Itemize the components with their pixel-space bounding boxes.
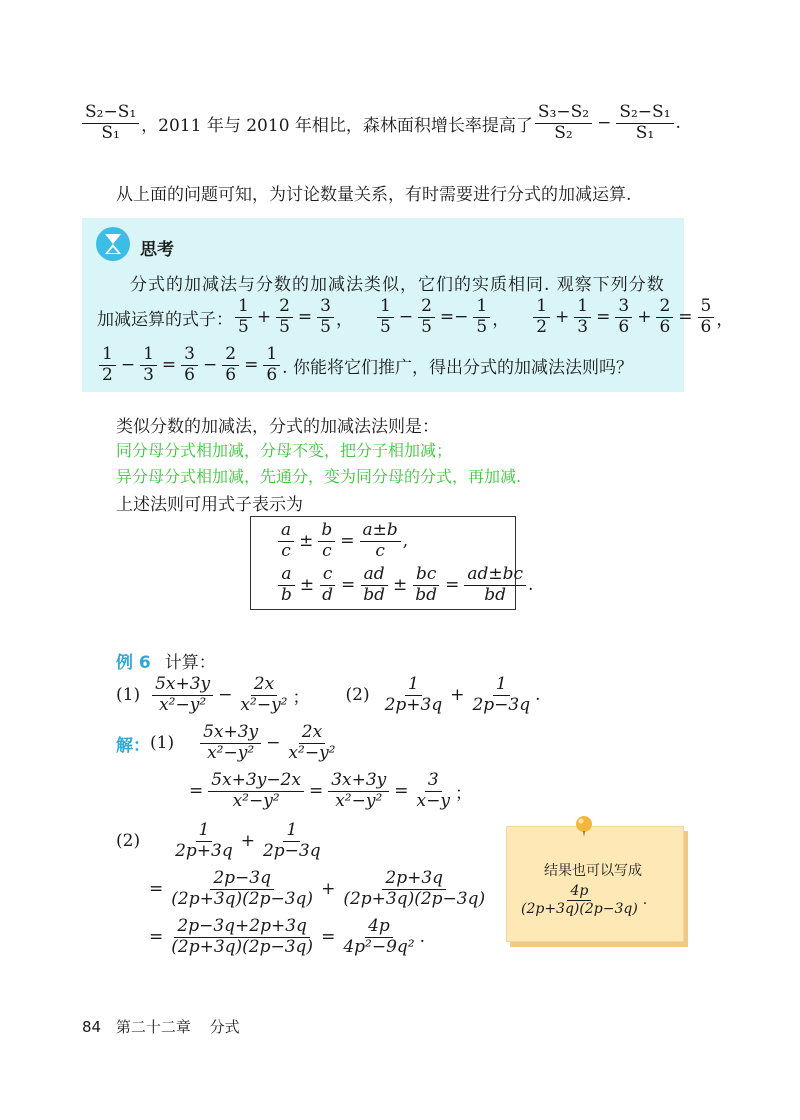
fraction: $\frac{\text{S₂−S₁}}{\text{S₁}}$ [616, 104, 673, 143]
rule-row-2: $\frac{a}{b}$ ± $\frac{c}{d}$ = $\frac{ad}{bd}$ ± $\frac{bc}{bd}$ = $\frac{ad\pm bc}{bd}$ . [276, 566, 533, 605]
chapter-title: 分式 [209, 1018, 240, 1036]
fraction: $\frac{\text{S₂−S₁}}{\text{S₁}}$ [82, 104, 139, 143]
example-label: 例 6 [116, 653, 151, 673]
rule-formula-intro: 上述法则可用式子表示为 [116, 495, 303, 515]
rule-2: 异分母分式相加减，先通分，变为同分母的分式，再加减. [116, 467, 522, 486]
example-problems: (1) $\frac{5x+3y}{\text{x²−y²}}$ − $\frac{2x}{\text{x²−y²}}$ ； (2) $\frac{1}{2p+3q}$ + $\frac{1}{2p-3q}$ . [116, 674, 541, 715]
intro-text: 从上面的问题可知，为讨论数量关系，有时需要进行分式的加减运算. [116, 185, 632, 205]
top-formula-line: $\frac{\text{S₂−S₁}}{\text{S₁}}$ ，2011 年与 2010 年相比，森林面积增长率提高了 $\frac{\text{S₃−S₂}}{\text{S₂}}$ − $\frac{\text{S₂−S₁}}{\text{S₁}}$ . [80, 104, 681, 143]
solution-line-4: = $\frac{2p-3q}{(2p+3q)(2p-3q)}$ + $\frac{2p+3q}{(2p+3q)(2p-3q)}$ [149, 868, 486, 909]
hourglass-icon [95, 226, 131, 262]
note-text: 结果也可以写成 [544, 863, 642, 879]
think-line-3: $\frac{1}{2}$ − $\frac{1}{3}$ = $\frac{3}{6}$ − $\frac{2}{6}$ = $\frac{1}{6}$ . 你能将它们推广，得出分式的加减法法则吗？ [97, 346, 633, 385]
rule-row-1: $\frac{a}{c}$ ± $\frac{b}{c}$ = $\frac{a\pm b}{c}$ , [276, 522, 408, 561]
top-formula-text: ，2011 年与 2010 年相比，森林面积增长率提高了 [141, 115, 533, 136]
solution-line-3: (2) $\frac{1}{2p+3q}$ + $\frac{1}{2p-3q}$ [116, 820, 321, 861]
example-heading [116, 648, 216, 673]
solution-label: 解： [116, 735, 150, 756]
solution-line-2: = $\frac{5x+3y-2x}{\text{x²−y²}}$ = $\frac{3x+3y}{\text{x²−y²}}$ = $\frac{3}{x-y}$ ； [189, 770, 472, 811]
solution-line-5: = $\frac{2p-3q+2p+3q}{(2p+3q)(2p-3q)}$ = $\frac{4p}{\text{4p²−9q²}}$ . [149, 916, 425, 957]
think-para-1: 分式的加减法与分数的加减法类似，它们的实质相同. 观察下列分数 [130, 275, 665, 295]
think-line-2: 加减运算的式子： $\frac{1}{5}$ + $\frac{2}{5}$ = $\frac{3}{5}$ ， $\frac{1}{5}$ − $\frac{2}{5}$ =− $\frac{1}{5}$ ， $\frac{1}{2}$ + $\frac{1}{3}$ = $\frac{3}{6}$ + $\frac{2}{6}$ = $\frac{5}{6}$ ， [97, 296, 734, 337]
note-formula: $\frac{4p}{(2p+3q)(2p-3q)}$ . [521, 883, 648, 917]
rule-intro: 类似分数的加减法，分式的加减法法则是： [116, 417, 439, 437]
page-number: 84 [82, 1018, 102, 1036]
chapter-label: 第二十二章 [115, 1018, 191, 1036]
fraction: $\frac{\text{S₃−S₂}}{\text{S₂}}$ [535, 104, 592, 143]
think-title: 思考 [140, 240, 174, 260]
rule-1: 同分母分式相加减，分母不变，把分子相加减； [116, 441, 453, 460]
solution-line-1: 解： (1) $\frac{5x+3y}{\text{x²−y²}}$ − $\frac{2x}{\text{x²−y²}}$ [116, 722, 336, 763]
page-footer [82, 1016, 240, 1037]
example-title: 计算： [164, 653, 216, 673]
pushpin-icon [572, 814, 596, 838]
